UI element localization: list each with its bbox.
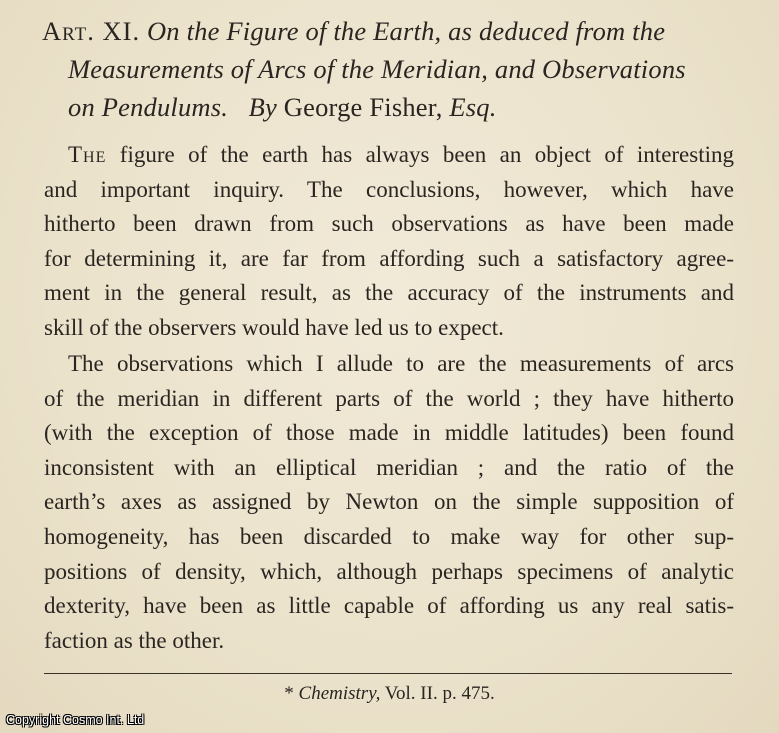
paragraph-2 [44,347,734,658]
footnote-divider [44,673,732,674]
title-line-3 [42,88,742,126]
paragraph-1-line: ment in the general result, as the accuracy of the instruments and [44,280,734,306]
title-line-2: Measurements of Arcs of the Meridian, and Observations [68,54,686,84]
footnote-source: Chemistry, [298,683,381,704]
author-name: George Fisher, [283,92,443,122]
paragraph-1-line: and important inquiry. The conclusions, however, which have [44,176,734,202]
paragraph-1-line [44,138,734,173]
paragraph-2-line: dexterity, have been as little capable of affording us any real satis- [44,593,734,619]
paragraph-2-line: (with the exception of those made in middle latitudes) been found [44,420,734,446]
paragraph-1-line: for determining it, are far from affording such a satisfactory agree- [44,245,734,271]
title-line-1 [42,12,742,50]
footnote [0,681,779,707]
paragraph-2-line: positions of density, which, although perhaps specimens of analytic [44,558,734,584]
paragraph-2-line: inconsistent with an elliptical meridian ; and the ratio of the [44,454,734,480]
footnote-mark: * [284,683,294,704]
article-title [42,12,742,126]
paragraph-2-line: The observations which I allude to are the measurements of arcs [68,351,734,376]
article-label: Art. XI. [42,16,141,46]
paragraph-2-line: faction as the other. [44,627,225,653]
paragraph-2-line: homogeneity, has been discarded to make way for other sup- [44,523,734,549]
author-suffix: Esq. [449,92,497,122]
paragraph-1-line: skill of the observers would have led us to expect. [44,314,504,340]
paragraph-1-line-text: figure of the earth has always been an object of interesting [119,142,734,167]
lead-word: The [68,142,107,167]
title-text-line-1: On the Figure of the Earth, as deduced from the [146,16,666,46]
footnote-reference: Vol. II. p. 475. [384,683,495,704]
title-text-line-3: on Pendulums. [68,92,229,122]
paragraph-2-line: earth’s axes as assigned by Newton on the simple supposition of [44,489,734,515]
paragraph-1 [44,138,734,346]
copyright-watermark: Copyright Cosmo Int. Ltd [6,713,145,727]
paragraph-2-line: of the meridian in different parts of the world ; they have hitherto [44,385,734,411]
paragraph-1-line: hitherto been drawn from such observations as have been made [44,211,734,237]
by-word: By [248,92,277,122]
